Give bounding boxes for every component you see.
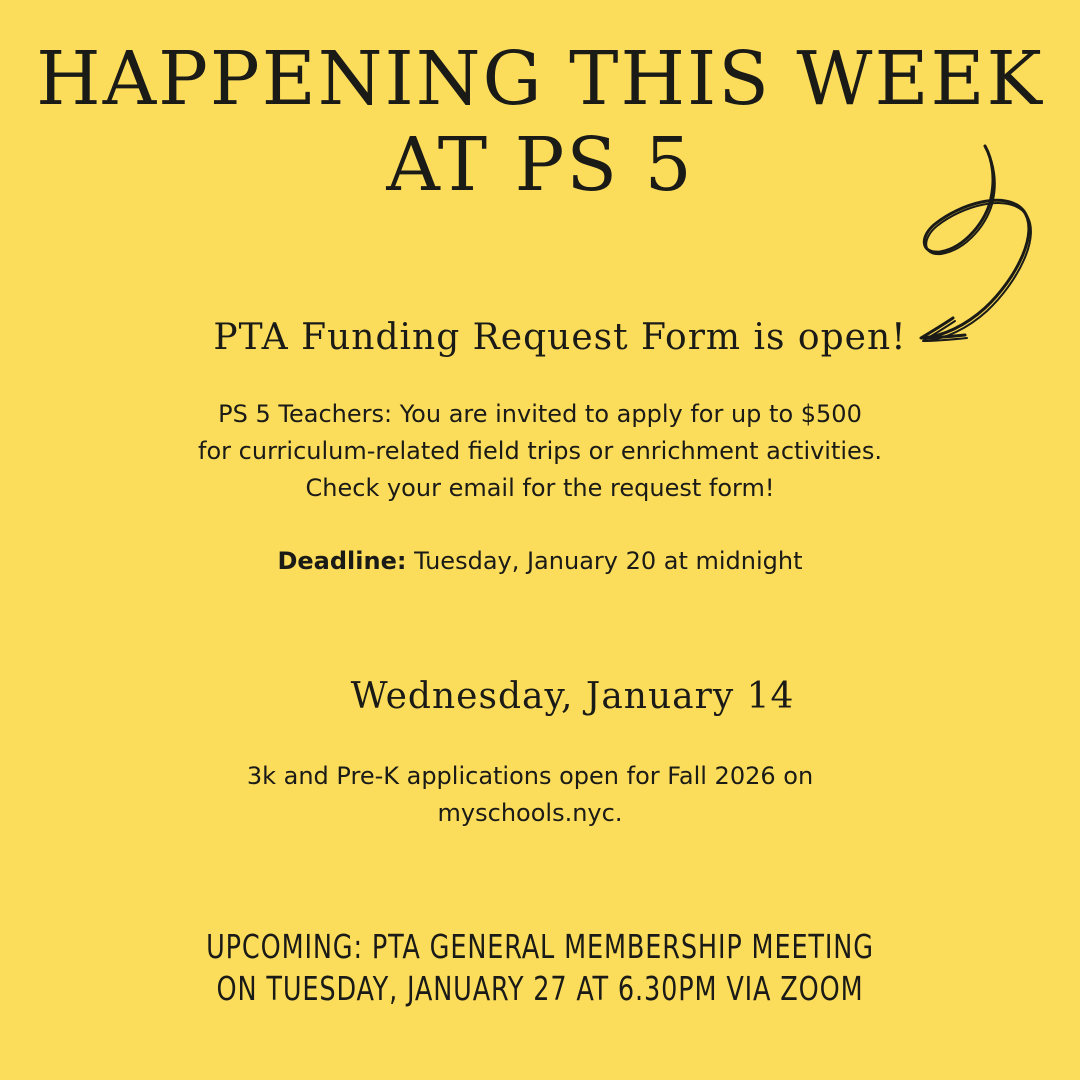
funding-body-line-1: PS 5 Teachers: You are invited to apply for up to $500 [218, 400, 862, 428]
upcoming-meeting-notice [76, 926, 1005, 1010]
funding-body-line-2: for curriculum-related field trips or enrichment activities. [198, 437, 882, 465]
prek-body-line-2: myschools.nyc. [437, 799, 623, 827]
funding-request-body [40, 396, 1040, 507]
headline-line-1: HAPPENING THIS WEEK [36, 36, 1044, 122]
upcoming-line-1: UPCOMING: PTA GENERAL MEMBERSHIP MEETING [206, 927, 874, 966]
deadline-label: Deadline: [277, 547, 407, 575]
funding-body-line-3: Check your email for the request form! [305, 474, 775, 502]
prek-applications-body [0, 758, 1065, 832]
event-date-title: Wednesday, January 14 [350, 676, 795, 717]
prek-body-line-1: 3k and Pre-K applications open for Fall 2026 on [246, 762, 814, 790]
deadline-value: Tuesday, January 20 at midnight [406, 547, 803, 575]
upcoming-line-2: ON TUESDAY, JANUARY 27 AT 6.30PM VIA ZOOM [216, 969, 864, 1008]
headline-line-2: AT PS 5 [386, 122, 694, 208]
funding-request-title: PTA Funding Request Form is open! [213, 317, 907, 358]
deadline-text [40, 543, 1040, 580]
